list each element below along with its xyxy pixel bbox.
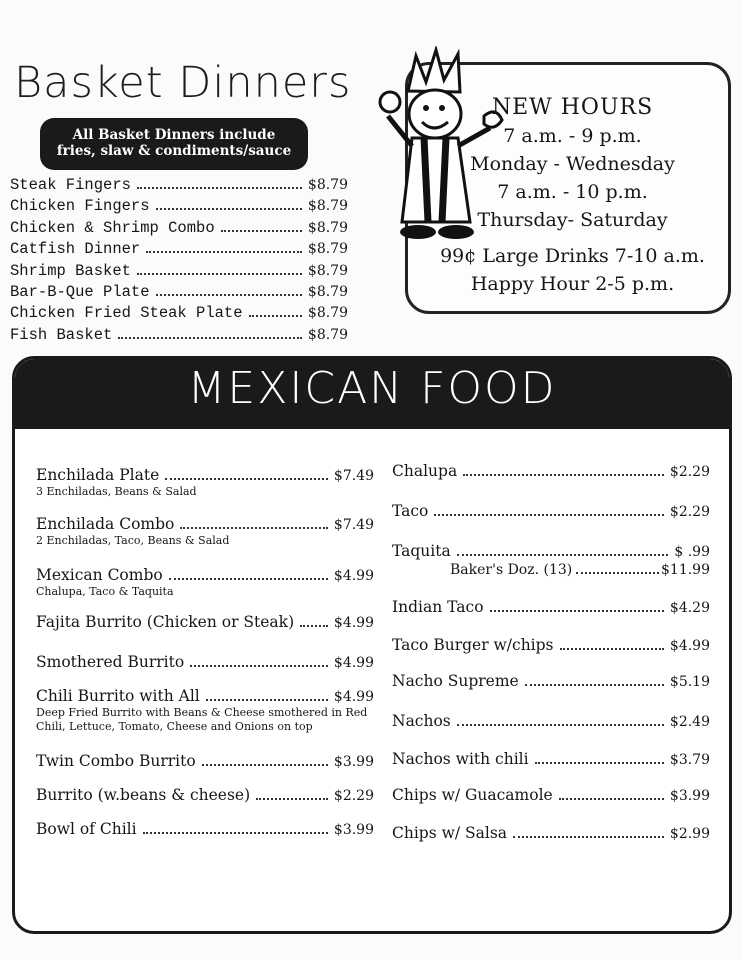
item-price: $3.99 [333,754,374,770]
dot-leader [221,230,302,232]
dot-leader [156,294,302,296]
dot-leader [143,832,328,834]
item-name: Nachos with chili [392,750,529,768]
menu-item-row [36,653,374,671]
basket-menu-row [10,304,348,325]
mexican-left-column [36,466,374,838]
item-description: 3 Enchiladas, Beans & Salad [36,485,197,498]
menu-item-row [392,462,710,480]
drinks-line: 99¢ Large Drinks 7-10 a.m. [440,245,705,267]
dot-leader [169,578,328,580]
item-price: $2.29 [669,504,710,520]
mexican-menu-item [392,786,710,804]
item-name: Steak Fingers [10,176,131,194]
dot-leader [559,798,664,800]
mexican-menu-item [392,672,710,690]
hours-line: 7 a.m. - 9 p.m. [503,125,642,147]
dot-leader [180,527,328,529]
dot-leader [202,764,328,766]
hours-line: Monday - Wednesday [470,153,675,175]
item-name: Mexican Combo [36,566,163,584]
item-price: $8.79 [307,326,348,343]
mexican-menu-item [36,687,374,734]
dot-leader [256,798,328,800]
item-description: 2 Enchiladas, Taco, Beans & Salad [36,534,230,547]
dot-leader [190,665,328,667]
dot-leader [560,648,664,650]
item-name: Chicken Fried Steak Plate [10,304,243,323]
mexican-menu-item [392,750,710,768]
item-name: Taco Burger w/chips [392,636,554,654]
item-price: $ .99 [674,544,710,560]
mexican-menu-item [36,613,374,631]
menu-item-row [392,750,710,768]
menu-item-row [392,672,710,690]
hours-line: Thursday- Saturday [477,209,668,231]
item-name: Enchilada Combo [36,515,175,533]
dot-leader [300,625,328,627]
mexican-menu-item [392,598,710,616]
new-hours-heading: NEW HOURS [491,95,654,120]
basket-menu-row [10,240,348,261]
item-name: Taquita [392,542,451,560]
dot-leader [513,836,664,838]
item-name: Bowl of Chili [36,820,137,838]
hours-line: 7 a.m. - 10 p.m. [497,181,648,203]
item-price: $8.79 [307,177,348,193]
sub-item-row [392,562,710,578]
basket-dinners-title: Basket Dinners [14,58,352,108]
item-name: Fajita Burrito (Chicken or Steak) [36,613,295,631]
item-price: $4.99 [333,615,374,631]
item-name: Chalupa [392,462,458,480]
basket-menu-row [10,197,348,218]
item-name: Chips w/ Salsa [392,824,508,842]
item-price: $8.79 [307,219,348,236]
dot-leader [137,187,302,189]
dot-leader [535,762,664,764]
dot-leader [156,208,302,210]
item-name: Bar-B-Que Plate [10,282,150,301]
item-name: Indian Taco [392,598,484,616]
dot-leader [463,474,664,476]
basket-dinners-list [10,176,348,347]
banner-line-1: All Basket Dinners include [72,127,276,143]
menu-item-row [392,598,710,616]
item-name: Nacho Supreme [392,672,519,690]
item-name: Nachos [392,712,451,730]
new-hours-text [420,94,725,298]
hours-separator [420,234,725,242]
item-name: Twin Combo Burrito [36,752,196,770]
menu-item-row [36,820,374,838]
mexican-right-column [392,462,710,842]
item-price: $4.99 [333,655,374,671]
mexican-menu-item [392,542,710,578]
mexican-menu-item [36,515,374,548]
item-name: Chili Burrito with All [36,687,200,705]
basket-includes-banner [40,118,308,170]
dot-leader [457,554,669,556]
dot-leader [457,724,664,726]
happy-hour-line: Happy Hour 2-5 p.m. [470,273,675,295]
item-name: Chips w/ Guacamole [392,786,553,804]
item-description: Chalupa, Taco & Taquita [36,585,174,598]
item-price: $2.29 [333,788,374,804]
item-description: Deep Fried Burrito with Beans & Cheese smothered in Red Chili, Lettuce, Tomato, Cheese and Onions on top [36,706,368,733]
dot-leader [490,610,664,612]
item-price: $7.49 [333,517,374,533]
item-price: $2.29 [669,464,710,480]
menu-item-row [36,613,374,631]
item-name: Enchilada Plate [36,466,160,484]
item-name: Chicken & Shrimp Combo [10,218,215,237]
dot-leader [576,572,659,574]
mexican-menu-item [36,566,374,599]
dot-leader [137,273,302,275]
item-price: $2.49 [669,714,710,730]
menu-item-row [36,752,374,770]
item-name: Catfish Dinner [10,240,141,259]
menu-item-row [36,515,374,533]
item-price: $3.79 [669,752,710,768]
sub-item-price: $11.99 [661,562,710,578]
item-price: $3.99 [333,822,374,838]
item-price: $4.99 [333,689,374,705]
item-name: Chicken Fingers [10,197,150,216]
item-name: Taco [392,502,429,520]
dot-leader [165,478,328,480]
menu-item-row [392,542,710,560]
menu-item-row [392,712,710,730]
menu-item-row [36,786,374,804]
mexican-menu-item [36,786,374,804]
item-name: Smothered Burrito [36,653,185,671]
menu-item-row [36,466,374,484]
item-price: $8.79 [307,262,348,279]
mexican-menu-item [36,820,374,838]
dot-leader [525,684,664,686]
mexican-menu-item [392,824,710,842]
dot-leader [118,337,302,339]
menu-item-row [36,687,374,705]
basket-menu-row [10,176,348,197]
item-price: $4.99 [669,638,710,654]
dot-leader [434,514,664,516]
mexican-menu-item [392,712,710,730]
item-price: $5.19 [669,674,710,690]
item-name: Burrito (w.beans & cheese) [36,786,251,804]
item-price: $2.99 [669,826,710,842]
mexican-food-title: MEXICAN FOOD [187,363,557,414]
item-price: $4.29 [669,600,710,616]
basket-menu-row [10,219,348,240]
banner-line-2: fries, slaw & condiments/sauce [56,143,292,159]
basket-menu-row [10,283,348,304]
basket-menu-row [10,326,348,347]
menu-item-row [392,824,710,842]
mexican-menu-item [36,653,374,671]
menu-item-row [392,502,710,520]
mexican-menu-item [392,502,710,520]
item-name: Shrimp Basket [10,261,131,280]
mexican-menu-item [392,462,710,480]
mexican-menu-item [36,752,374,770]
item-price: $8.79 [307,198,348,215]
menu-item-row [392,786,710,804]
item-price: $8.79 [307,283,348,300]
item-price: $8.79 [307,241,348,258]
mexican-menu-item [392,636,710,654]
menu-item-row [36,566,374,584]
basket-menu-row [10,262,348,283]
item-price: $7.49 [333,468,374,484]
menu-item-row [392,636,710,654]
item-price: $4.99 [333,568,374,584]
item-name: Fish Basket [10,325,113,344]
mexican-menu-item [36,466,374,499]
item-price: $3.99 [669,788,710,804]
dot-leader [206,699,328,701]
item-price: $8.79 [307,305,348,322]
dot-leader [249,315,302,317]
sub-item-name: Baker's Doz. (13) [450,562,573,578]
dot-leader [146,251,302,253]
